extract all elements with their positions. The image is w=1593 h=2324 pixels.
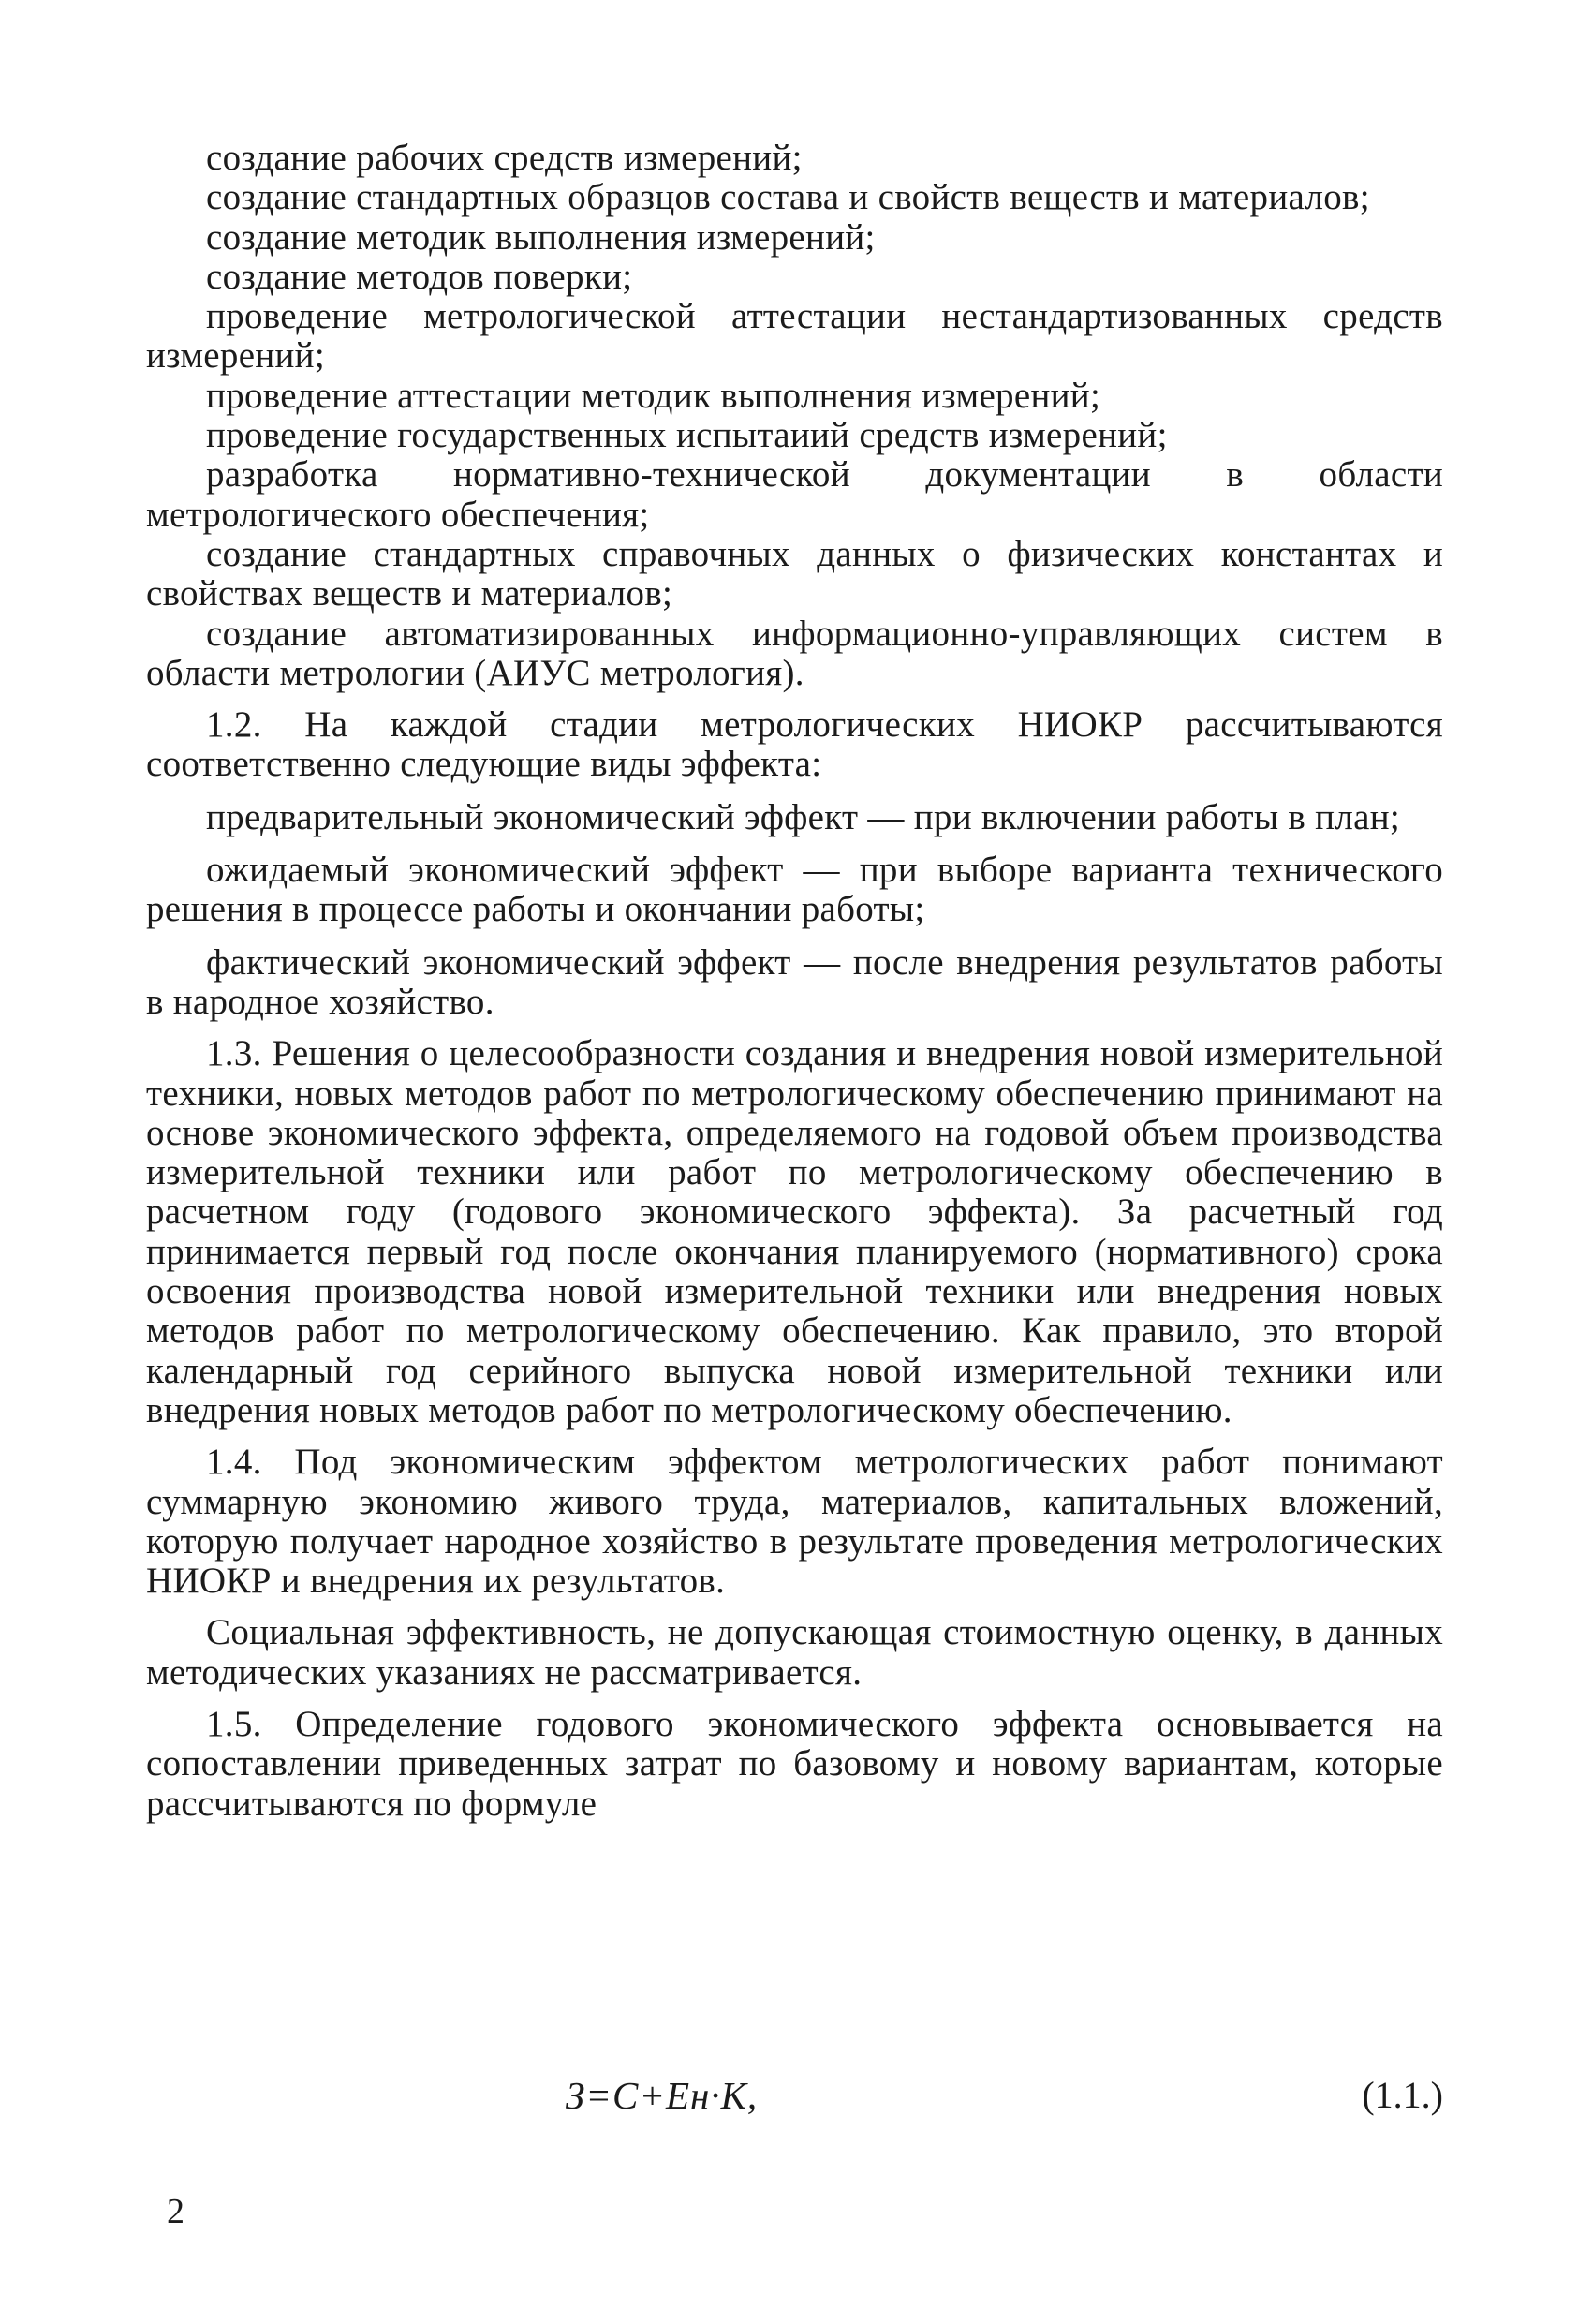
effect-preliminary: предварительный экономический эффект — при включении работы в план; [206,796,1401,837]
list-item: создание автоматизированных информационно-управляющих систем в области метрологии (АИУС метрология). [146,613,1443,693]
formula-expression: З=С+Ен·К, [566,2074,759,2117]
section-1-5-paragraph: 1.5. Определение годового экономического эффекта основывается на сопоставлении приведенных затрат по базовому и новому вариантам, которые рассчитываются по формуле [146,1703,1443,1824]
list-item: создание стандартных справочных данных о физических константах и свойствах веществ и материалов; [146,533,1443,614]
section-1-3-paragraph: 1.3. Решения о целесообразности создания и внедрения новой измерительной техники, новых методов работ по метрологическому обеспечению принимают на основе экономического эффекта, определяемого на годовой объем производства измерительной техники или работ по метрологическому обеспечению в расчетном году (годового экономического эффекта). За расчетный год принимается первый год после окончания планируемого (нормативного) срока освоения производства новой измерительной техники или внедрения новых методов работ по метрологическому обеспечению. Как правило, это второй календарный год серийного выпуска новой измерительной техники или внедрения новых методов работ по метрологическому обеспечению. [146,1033,1443,1430]
list-item: проведение метрологической аттестации нестандартизованных средств измерений; [146,296,1443,377]
section-1-4-paragraph: 1.4. Под экономическим эффектом метрологических работ понимают суммарную экономию живого труда, материалов, капитальных вложений, которую получает народное хозяйство в результате проведения метрологических НИОКР и внедрения их результатов. [146,1442,1443,1602]
page-number: 2 [167,2192,184,2231]
list-item: проведение государственных испытаиий средств измерений; [206,415,1168,456]
list-item: создание методов поверки; [206,256,633,297]
list-item: создание методик выполнения измерений; [206,216,876,258]
section-1-2-intro: 1.2. На каждой стадии метрологических НИОКР рассчитываются соответственно следующие виды эффекта: [146,704,1443,785]
effect-actual: фактический экономический эффект — после внедрения результатов работы в народное хозяйство. [146,941,1443,1022]
formula-row [146,2076,1443,2123]
list-item: проведение аттестации методик выполнения измерений; [206,375,1101,416]
formula-number: (1.1.) [1362,2074,1443,2116]
list-item: создание рабочих средств измерений; [206,138,803,178]
list-item: создание стандартных образцов состава и свойств веществ и материалов; [206,177,1370,218]
effect-expected: ожидаемый экономический эффект — при выборе варианта технического решения в процессе работы и окончании работы; [146,850,1443,930]
page-body [146,139,1443,1824]
list-item: разработка нормативно-технической документации в области метрологического обеспечения; [146,454,1443,535]
social-efficiency-note: Социальная эффективность, не допускающая стоимостную оценку, в данных методических указаниях не рассматривается. [146,1612,1443,1693]
